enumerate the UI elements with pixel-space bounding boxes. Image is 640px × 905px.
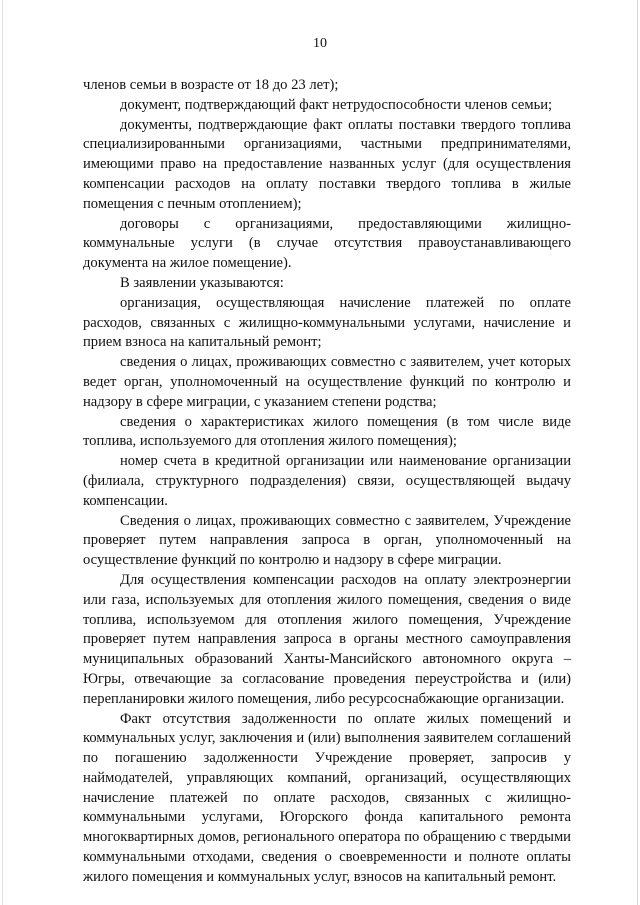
paragraph-cohabitants-info: сведения о лицах, проживающих совместно с заявителем, учет которых ведет орган, уполномоченный на осуществление функций по контролю и надзору в сфере миграции, с указанием степени родства; [83, 354, 571, 410]
scan-edge-left [2, 0, 3, 905]
paragraph-application-intro: В заявлении указываются: [120, 274, 284, 291]
paragraph-billing-organization: организация, осуществляющая начисление платежей по оплате расходов, связанных с жилищно-коммунальными услугами, начисление и прием взноса на капитальный ремонт; [83, 294, 571, 351]
paragraph-heating-fuel-verification: Для осуществления компенсации расходов на оплату электроэнергии или газа, используемых для отопления жилого помещения, сведения о виде топлива, используемом для отопления жилого помещения, Учреждение проверяет путем направления запроса в органы местного самоуправления муниципальных образований Ханты-Мансийского автономного округа – Югры, отвечающие за согласование проведения переустройства и (или) перепланировки жилого помещения, либо ресурсоснабжающие организации. [83, 571, 571, 707]
paragraph-debt-verification: Факт отсутствия задолженности по оплате жилых помещений и коммунальных услуг, заключения и (или) выполнения заявителем соглашений по погашению задолженности Учреждение проверяет, запросив у наймодателей, управляющих компаний, организаций, осуществляющих начисление платежей по оплате расходов, связанных с жилищно-коммунальными услугами, Югорского фонда капитального ремонта многоквартирных домов, регионального оператора по обращению с твердыми коммунальными отходами, сведения о своевременности и полноте оплаты жилого помещения и коммунальных услуг, взносов на капитальный ремонт. [83, 710, 571, 885]
paragraph-solid-fuel-documents: документы, подтверждающие факт оплаты поставки твердого топлива специализированными организациями, частными предпринимателями, имеющими право на предоставление названных услуг (для осуществления компенсации расходов на оплату поставки твердого топлива в жилые помещения с печным отоплением); [83, 116, 571, 212]
paragraph-family-age: членов семьи в возрасте от 18 до 23 лет); [83, 77, 339, 93]
paragraph-utility-contracts: договоры с организациями, предоставляющими жилищно-коммунальные услуги (в случае отсутствия правоустанавливающего документа на жилое помещение). [83, 215, 571, 272]
page-number: 10 [313, 36, 327, 51]
paragraph-dwelling-characteristics: сведения о характеристиках жилого помещения (в том числе виде топлива, используемого для отопления жилого помещения); [83, 413, 571, 450]
scan-edge-right [637, 0, 638, 905]
paragraph-cohabitants-verification: Сведения о лицах, проживающих совместно с заявителем, Учреждение проверяет путем направления запроса в орган, уполномоченный на осуществление функций по контролю и надзору в сфере миграции. [83, 512, 571, 569]
paragraph-disability-document: документ, подтверждающий факт нетрудоспособности членов семьи; [120, 96, 553, 113]
paragraph-account-number: номер счета в кредитной организации или наименование организации (филиала, структурного подразделения) связи, осуществляющей выдачу компенсации. [83, 453, 571, 509]
document-body [83, 76, 571, 888]
